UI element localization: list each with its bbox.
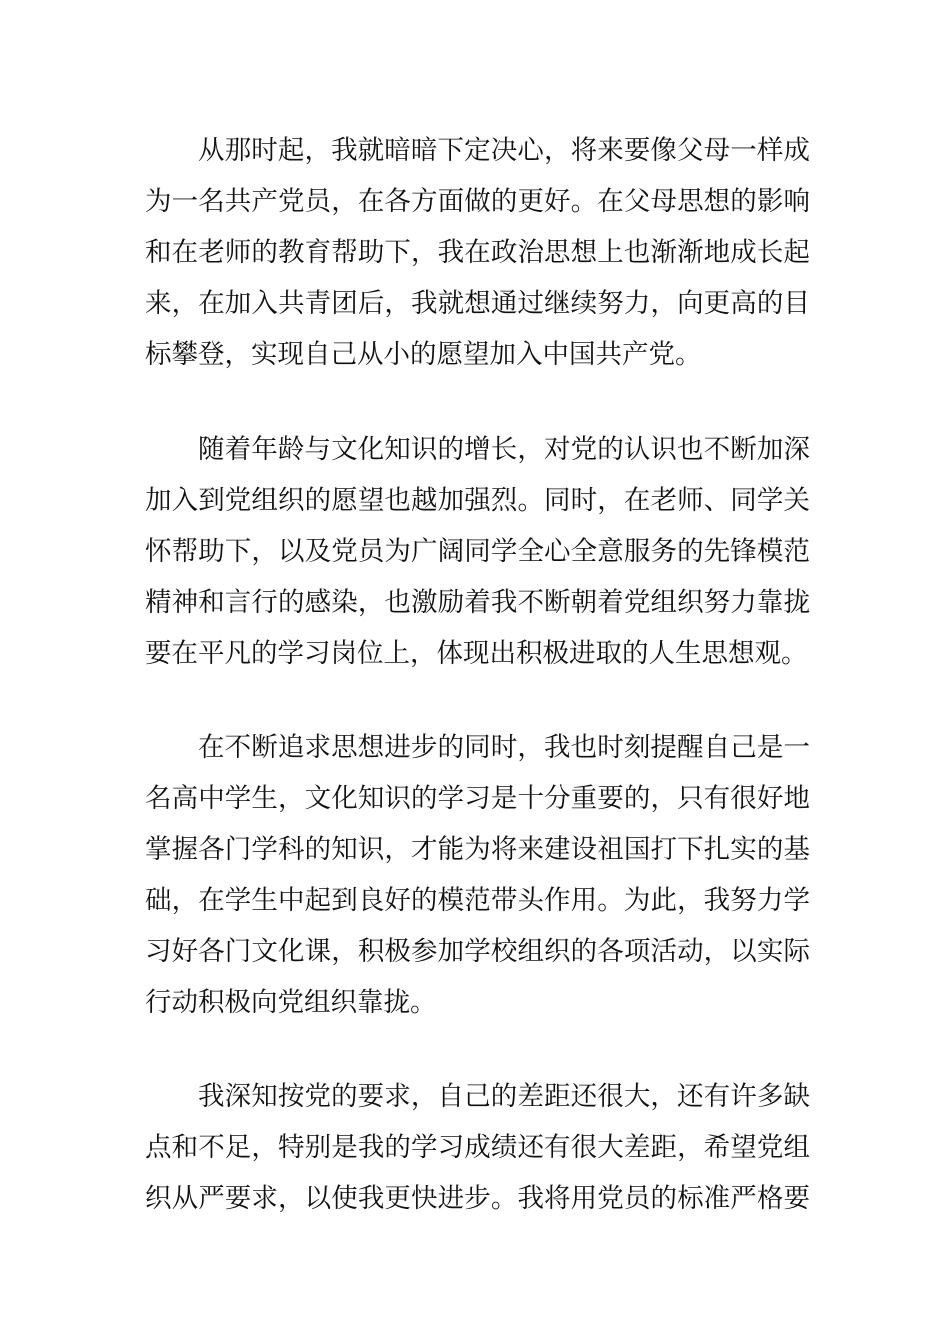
paragraph-line: 为一名共产党员，在各方面做的更好。在父母思想的影响 (145, 186, 810, 217)
paragraph-1 (145, 125, 810, 380)
paragraph-line: 我深知按党的要求，自己的差距还很大，还有许多缺 (198, 1081, 810, 1112)
paragraph-line: 和在老师的教育帮助下，我在政治思想上也渐渐地成长起 (145, 237, 810, 268)
paragraph-line: 要在平凡的学习岗位上，体现出积极进取的人生思想观。 (145, 638, 808, 669)
paragraph-line: 在不断追求思想进步的同时，我也时刻提醒自己是一 (198, 732, 810, 763)
paragraph-line: 习好各门文化课，积极参加学校组织的各项活动，以实际 (145, 936, 810, 967)
paragraph-line: 础，在学生中起到良好的模范带头作用。为此，我努力学 (145, 885, 810, 916)
paragraph-line: 织从严要求，以使我更快进步。我将用党员的标准严格要 (145, 1183, 810, 1214)
paragraph-line: 加入到党组织的愿望也越加强烈。同时，在老师、同学关 (145, 485, 810, 516)
paragraph-4 (145, 1071, 810, 1224)
paragraph-line: 从那时起，我就暗暗下定决心，将来要像父母一样成 (198, 135, 810, 166)
paragraph-line: 随着年龄与文化知识的增长，对党的认识也不断加深 (198, 434, 810, 465)
paragraph-3 (145, 722, 810, 1028)
paragraph-line: 精神和言行的感染，也激励着我不断朝着党组织努力靠拢 (145, 587, 810, 618)
paragraph-line: 标攀登，实现自己从小的愿望加入中国共产党。 (145, 339, 702, 370)
paragraph-line: 掌握各门学科的知识，才能为将来建设祖国打下扎实的基 (145, 834, 810, 865)
paragraph-line: 来，在加入共青团后，我就想通过继续努力，向更高的目 (145, 288, 810, 319)
paragraph-line: 点和不足，特别是我的学习成绩还有很大差距，希望党组 (145, 1132, 810, 1163)
paragraph-line: 名高中学生，文化知识的学习是十分重要的，只有很好地 (145, 783, 810, 814)
paragraph-line: 行动积极向党组织靠拢。 (145, 987, 437, 1018)
paragraph-2 (145, 424, 810, 679)
paragraph-line: 怀帮助下，以及党员为广阔同学全心全意服务的先锋模范 (145, 536, 810, 567)
